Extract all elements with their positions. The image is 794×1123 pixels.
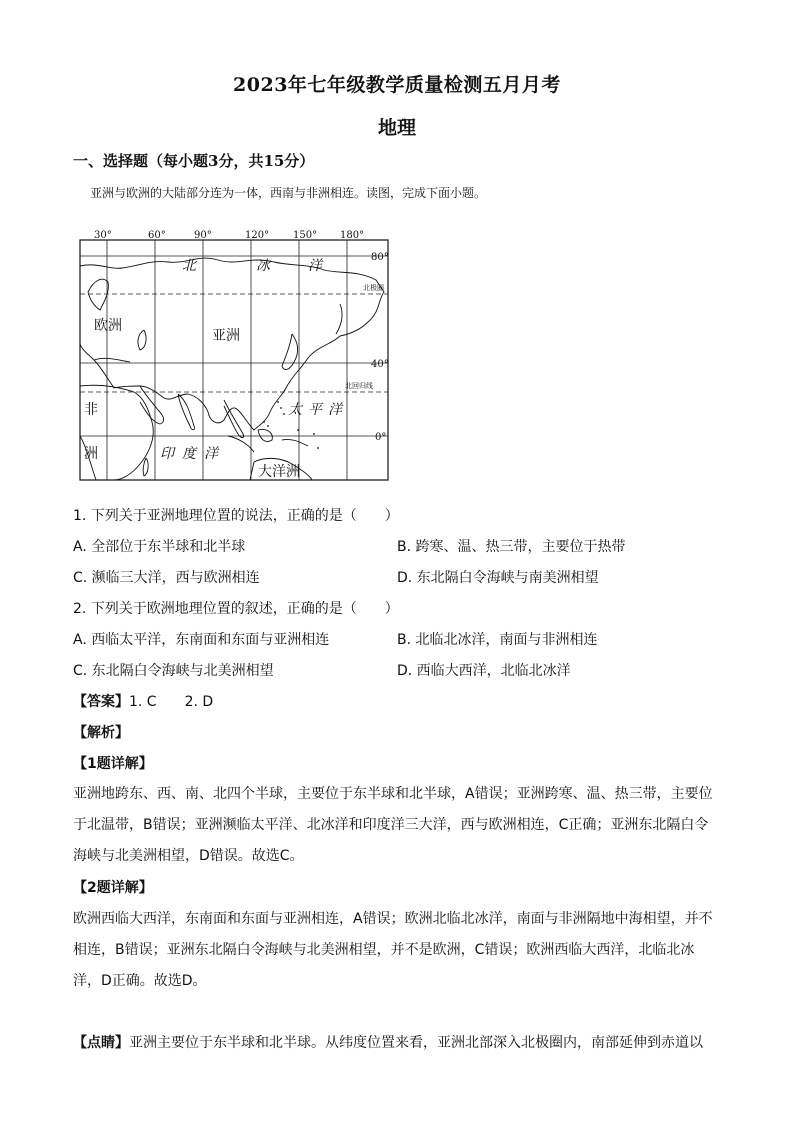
question-2-option-b[interactable]: B. 北临北冰洋，南面与非洲相连 bbox=[397, 632, 598, 648]
tip-line bbox=[73, 1032, 723, 1052]
subject-heading: 地理 bbox=[377, 117, 416, 139]
lon-label-90: 90° bbox=[194, 230, 212, 241]
analysis-label: 【解析】 bbox=[73, 725, 129, 741]
answer-label: 【答案】 bbox=[73, 694, 129, 710]
answer-text: 1. C 2. D bbox=[129, 694, 214, 710]
label-asia: 亚洲 bbox=[212, 328, 240, 344]
question-1-option-a[interactable]: A. 全部位于东半球和北半球 bbox=[73, 539, 246, 555]
label-africa-fei: 非 bbox=[84, 402, 98, 418]
detail-1-line: 海峡与北美洲相望，D错误。故选C。 bbox=[73, 848, 304, 864]
label-europe: 欧洲 bbox=[94, 318, 122, 334]
detail-1-line: 亚洲地跨东、西、南、北四个半球，主要位于东半球和北半球，A错误；亚洲跨寒、温、热三带，主要位 bbox=[73, 786, 713, 802]
question-1-option-c[interactable]: C. 濒临三大洋，西与欧洲相连 bbox=[73, 570, 260, 586]
label-arctic-bing: 冰 bbox=[256, 258, 270, 274]
detail-1-label: 【1题详解】 bbox=[73, 756, 153, 772]
page-title: 2023年七年级教学质量检测五月月考 bbox=[233, 74, 561, 96]
lon-label-60: 60° bbox=[148, 230, 166, 241]
question-1-option-d[interactable]: D. 东北隔白令海峡与南美洲相望 bbox=[397, 570, 599, 586]
arctic-circle-label: 北极圈 bbox=[363, 284, 384, 292]
detail-2-label: 【2题详解】 bbox=[73, 880, 153, 896]
label-pacific: 太平洋 bbox=[288, 402, 348, 418]
tropic-label: 北回归线 bbox=[345, 382, 373, 390]
section-heading: 一、选择题（每小题3分，共15分） bbox=[73, 152, 315, 170]
detail-2-body bbox=[73, 904, 723, 997]
detail-2-line: 欧洲西临大西洋，东南面和东面与亚洲相连，A错误；欧洲北临北冰洋，南面与非洲隔地中海相望，并不 bbox=[73, 911, 713, 927]
detail-1-line: 于北温带，B错误；亚洲濒临太平洋、北冰洋和印度洋三大洋，西与欧洲相连，C正确；亚洲东北隔白令 bbox=[73, 817, 709, 833]
lat-label-80: 80° bbox=[371, 252, 389, 263]
lon-label-30: 30° bbox=[94, 230, 112, 241]
question-2-option-c[interactable]: C. 东北隔白令海峡与北美洲相望 bbox=[73, 663, 274, 679]
tip-text: 亚洲主要位于东半球和北半球。从纬度位置来看，亚洲北部深入北极圈内，南部延伸到赤道以 bbox=[129, 1035, 703, 1051]
tip-label: 【点睛】 bbox=[73, 1035, 129, 1051]
detail-1-body bbox=[73, 779, 723, 872]
asia-map-figure bbox=[78, 226, 393, 486]
lon-label-150: 150° bbox=[293, 230, 318, 241]
lon-label-180: 180° bbox=[340, 230, 365, 241]
question-1-option-b[interactable]: B. 跨寒、温、热三带，主要位于热带 bbox=[397, 539, 626, 555]
question-2-option-a[interactable]: A. 西临太平洋，东南面和东面与亚洲相连 bbox=[73, 632, 330, 648]
lat-label-0: 0° bbox=[375, 432, 387, 443]
question-1-stem: 1. 下列关于亚洲地理位置的说法，正确的是（ ） bbox=[73, 508, 399, 524]
lat-label-40: 40° bbox=[371, 359, 389, 370]
answer-line bbox=[73, 691, 213, 711]
label-arctic-yang: 洋 bbox=[308, 258, 322, 274]
label-oceania: 大洋洲 bbox=[258, 464, 300, 480]
label-arctic-bei: 北 bbox=[182, 258, 196, 274]
lon-label-120: 120° bbox=[245, 230, 270, 241]
question-2-option-d[interactable]: D. 西临大西洋，北临北冰洋 bbox=[397, 663, 571, 679]
question-2-stem: 2. 下列关于欧洲地理位置的叙述，正确的是（ ） bbox=[73, 601, 399, 617]
label-indian-ocean: 印度洋 bbox=[160, 446, 226, 462]
detail-2-line: 洋，D正确。故选D。 bbox=[73, 973, 207, 989]
detail-2-line: 相连，B错误；亚洲东北隔白令海峡与北美洲相望，并不是欧洲，C错误；欧洲西临大西洋，北临北冰 bbox=[73, 942, 695, 958]
label-africa-zhou: 洲 bbox=[84, 446, 98, 462]
question-intro: 亚洲与欧洲的大陆部分连为一体，西南与非洲相连。读图，完成下面小题。 bbox=[90, 186, 487, 200]
